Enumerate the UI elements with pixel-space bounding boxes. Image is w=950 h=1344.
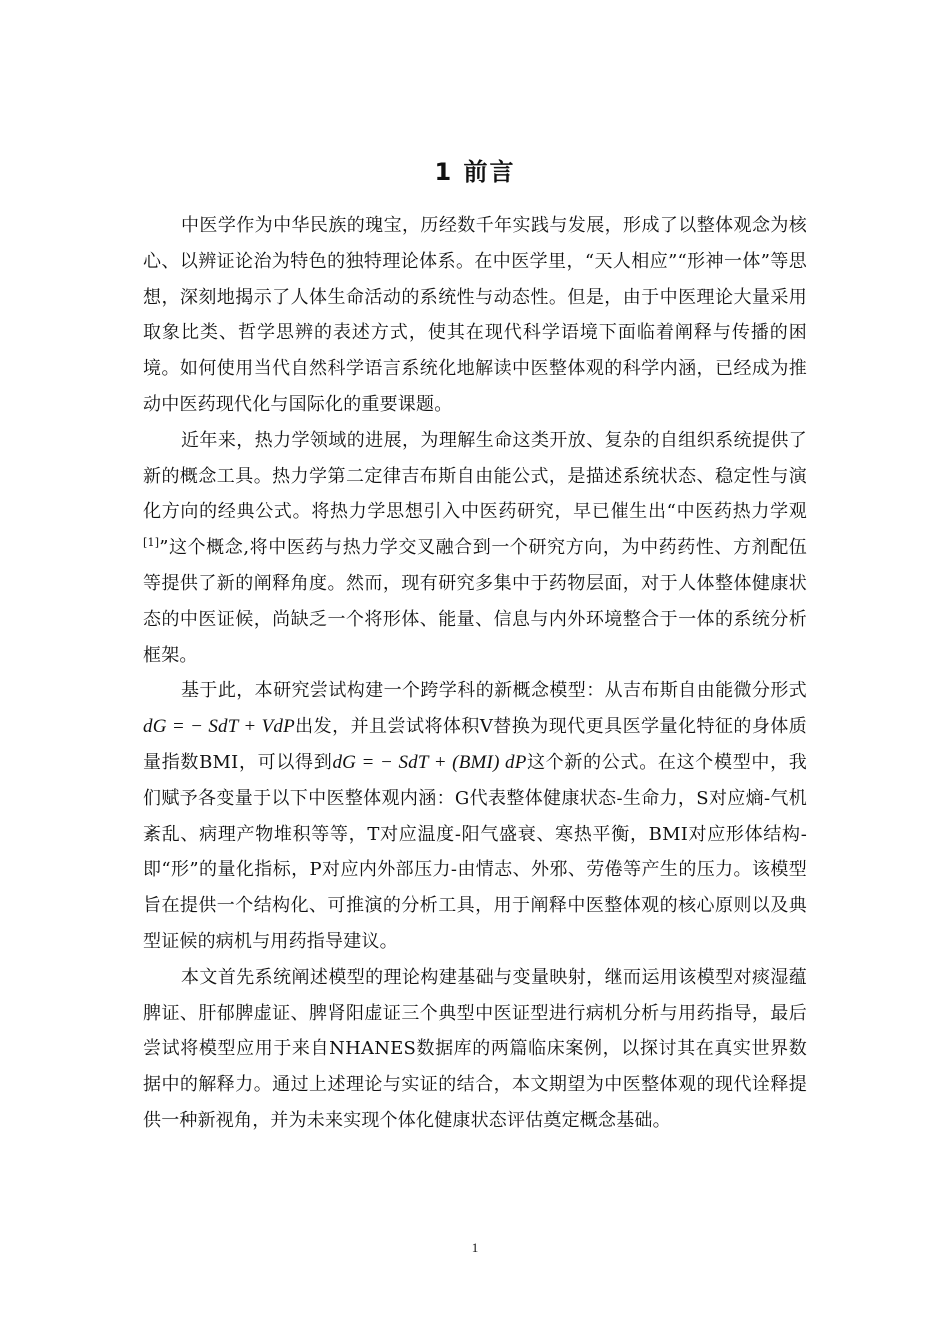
body-text xyxy=(143,208,807,1139)
page-number: 1 xyxy=(471,1240,479,1255)
paragraph-3-text-a: 基于此，本研究尝试构建一个跨学科的新概念模型：从吉布斯自由能微分形式 xyxy=(181,680,807,702)
paragraph-3 xyxy=(143,673,807,959)
paragraph-2 xyxy=(143,423,807,674)
citation-ref: [1] xyxy=(143,536,160,550)
paragraph-1: 中医学作为中华民族的瑰宝，历经数千年实践与发展，形成了以整体观念为核心、以辨证论治为特色的独特理论体系。在中医学里，“天人相应”“形神一体”等思想，深刻地揭示了人体生命活动的系统性与动态性。但是，由于中医理论大量采用取象比类、哲学思辨的表述方式，使其在现代科学语境下面临着阐释与传播的困境。如何使用当代自然科学语言系统化地解读中医整体观的科学内涵，已经成为推动中医药现代化与国际化的重要课题。 xyxy=(143,215,807,415)
section-heading: 1 前言 xyxy=(434,158,516,186)
bmi-formula: dG = − SdT + (BMI) dP xyxy=(332,751,527,773)
paragraph-2-text-a: 近年来，热力学领域的进展，为理解生命这类开放、复杂的自组织系统提供了新的概念工具。热力学第二定律吉布斯自由能公式，是描述系统状态、稳定性与演化方向的经典公式。将热力学思想引入中医药研究，早已催生出“中医药热力学观 xyxy=(143,429,807,523)
paragraph-2-text-b: ”这个概念,将中医药与热力学交叉融合到一个研究方向，为中药药性、方剂配伍等提供了新的阐释角度。然而，现有研究多集中于药物层面，对于人体整体健康状态的中医证候，尚缺乏一个将形体、能量、信息与内外环境整合于一体的系统分析框架。 xyxy=(143,537,807,666)
paragraph-3-text-c: 这个新的公式。在这个模型中，我们赋予各变量于以下中医整体观内涵：G代表整体健康状态-生命力，S对应熵-气机紊乱、病理产物堆积等等，T对应温度-阳气盛衰、寒热平衡，BMI对应形体结构-即“形”的量化指标，P对应内外部压力-由情志、外邪、劳倦等产生的压力。该模型旨在提供一个结构化、可推演的分析工具，用于阐释中医整体观的核心原则以及典型证候的病机与用药指导建议。 xyxy=(143,751,807,952)
paragraph-3-text-b: 出发，并且尝试将体积V替换为现代更具医学量化特征的身体质量指数BMI，可以得到 xyxy=(143,716,807,773)
paragraph-4: 本文首先系统阐述模型的理论构建基础与变量映射，继而运用该模型对痰湿蕴脾证、肝郁脾虚证、脾肾阳虚证三个典型中医证型进行病机分析与用药指导，最后尝试将模型应用于来自NHANES数据库的两篇临床案例，以探讨其在真实世界数据中的解释力。通过上述理论与实证的结合，本文期望为中医整体观的现代诠释提供一种新视角，并为未来实现个体化健康状态评估奠定概念基础。 xyxy=(143,966,807,1131)
gibbs-formula: dG = − SdT + VdP xyxy=(143,716,295,738)
